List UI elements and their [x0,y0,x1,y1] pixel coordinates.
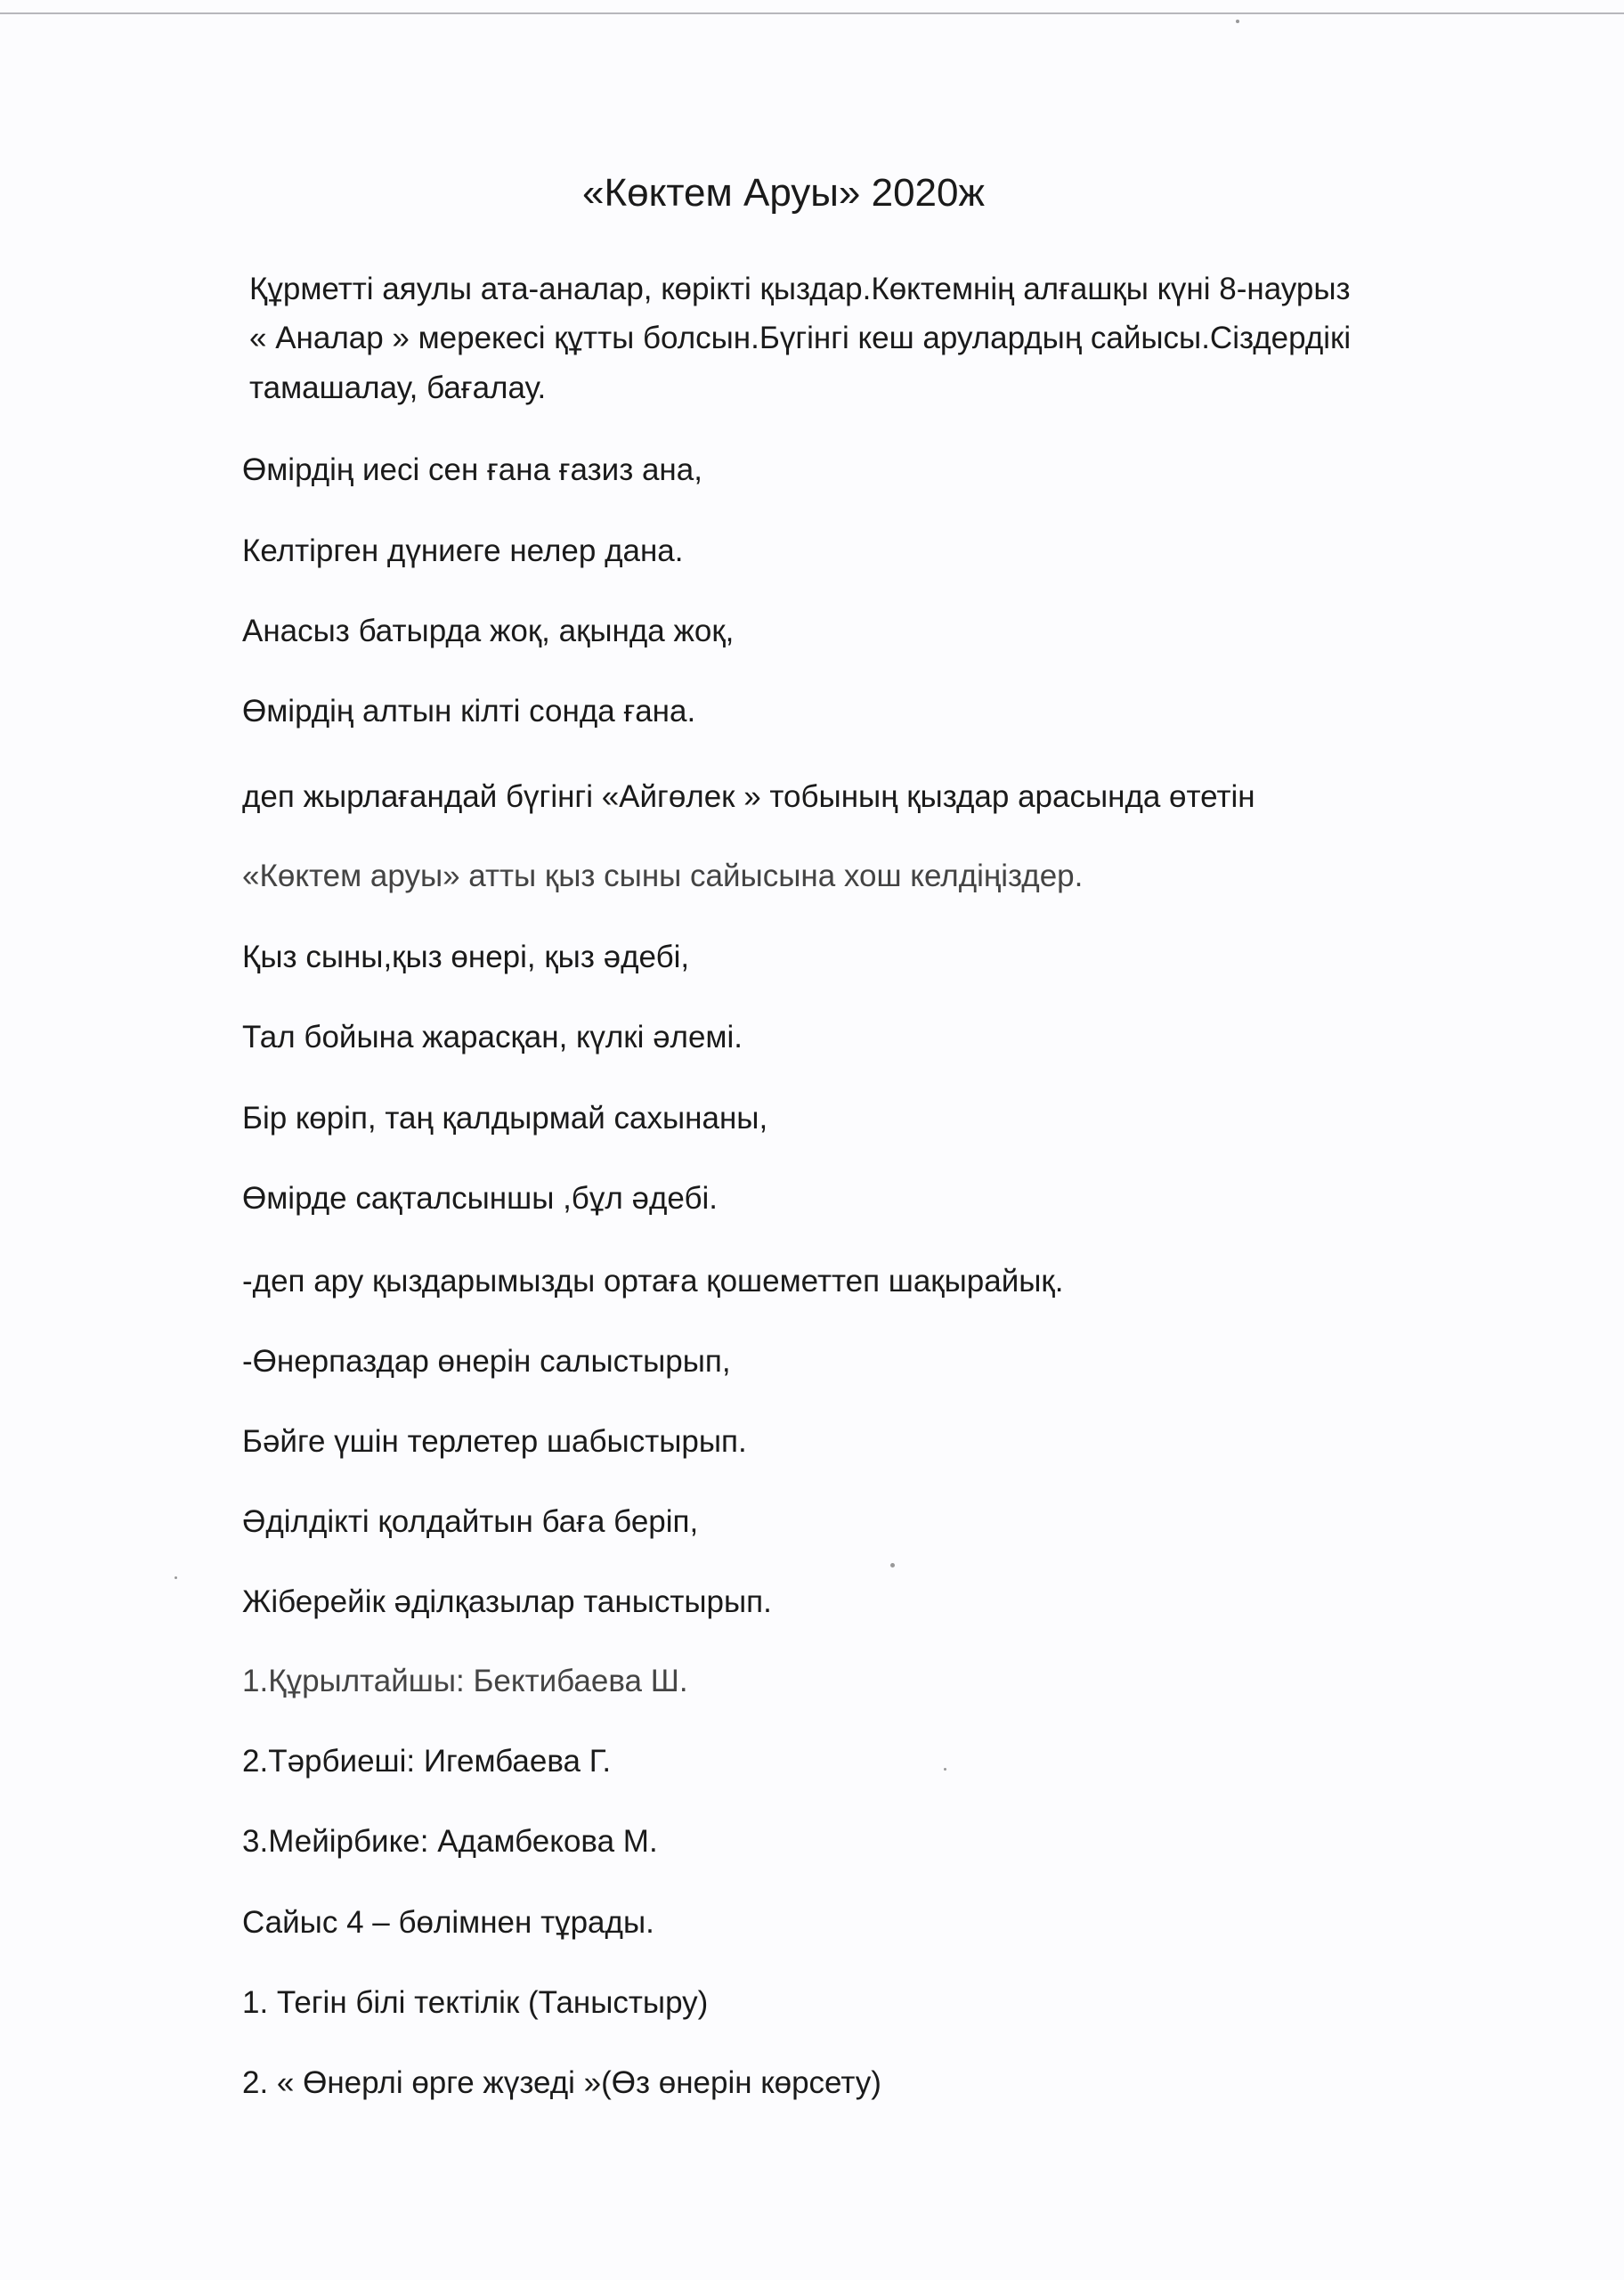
text-line: Сайыс 4 – бөлімнен тұрады. [242,1905,654,1940]
section-item: 2. « Өнерлі өрге жүзеді »(Өз өнерін көрсету) [242,2065,881,2100]
jury-item: 1.Құрылтайшы: Бектибаева Ш. [242,1664,688,1698]
text-line: -деп ару қыздарымызды ортаға қошеметтеп шақырайық. [242,1264,1064,1299]
scan-speck [1236,20,1239,23]
poem-line: Өмірдің алтын кілті сонда ғана. [242,694,696,729]
poem-line: Келтірген дүниеге нелер дана. [242,533,684,568]
poem-line: Бәйге үшін терлетер шабыстырып. [242,1424,747,1459]
scan-speck [890,1563,895,1568]
jury-item: 3.Мейірбике: Адамбекова М. [242,1824,658,1859]
poem-line: Тал бойына жарасқан, күлкі әлемі. [242,1020,743,1054]
page-title: «Көктем Аруы» 2020ж [582,171,985,215]
poem-line: Өмірде сақталсыншы ,бұл әдебі. [242,1181,719,1216]
poem-line: Жіберейік әділқазылар таныстырып. [242,1584,772,1619]
scan-speck [175,1576,177,1579]
poem-line: Қыз сыны,қыз өнері, қыз әдебі, [242,940,690,974]
intro-line: тамашалау, бағалау. [249,370,547,405]
text-line: «Көктем аруы» атты қыз сыны сайысына хош келдіңіздер. [242,859,1084,893]
poem-line: Әділдікті қолдайтын баға беріп, [242,1504,699,1539]
jury-item: 2.Тәрбиеші: Игембаева Г. [242,1744,612,1779]
poem-line: Бір көріп, таң қалдырмай сахынаны, [242,1101,768,1136]
intro-line: Құрметті аяулы ата-аналар, көрікті қыздар.Көктемнің алғашқы күні 8-наурыз [249,272,1351,306]
intro-line: « Аналар » мерекесі құтты болсын.Бүгінгі кеш арулардың сайысы.Сіздердікі [249,321,1352,355]
poem-line: -Өнерпаздар өнерін салыстырып, [242,1344,731,1379]
text-line: деп жырлағандай бүгінгі «Айгөлек » тобының қыздар арасында өтетін [242,779,1255,814]
section-item: 1. Тегін білі тектілік (Таныстыру) [242,1985,709,2020]
poem-line: Өмірдің иесі сен ғана ғазиз ана, [242,452,702,487]
poem-line: Анасыз батырда жоқ, ақында жоқ, [242,614,735,648]
scan-edge-line [0,12,1624,14]
scan-speck [944,1768,946,1771]
